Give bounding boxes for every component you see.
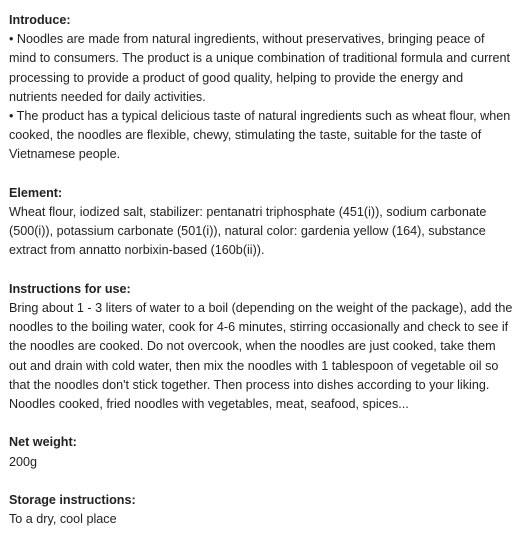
element-text: Wheat flour, iodized salt, stabilizer: pentanatri triphosphate (451(i)), sodium carbonate (500(i)), potassium carbonate (501(i)), natural color: gardenia yellow (164), substance extract from annatto norbixin-based (160b(ii)).	[9, 205, 487, 258]
instructions-text: Bring about 1 - 3 liters of water to a boil (depending on the weight of the package), add the noodles to the boiling water, cook for 4-6 minutes, stirring occasionally and check to see if the noodles are cooked. Do not overcook, when the noodles are just cooked, take them out and drain with cold water, then mix the noodles with 1 tablespoon of vegetable oil so that the noodles don't stick together. Then process into dishes according to your liking. Noodles cooked, fried noodles with vegetables, meat, seafood, spices...	[9, 301, 513, 412]
storage-heading: Storage instructions:	[9, 493, 136, 508]
introduce-heading: Introduce:	[9, 13, 71, 27]
element-section	[9, 184, 514, 261]
storage-section	[9, 491, 514, 529]
net-weight-section	[9, 433, 514, 471]
introduce-section	[9, 11, 514, 165]
net-weight-heading: Net weight:	[9, 435, 77, 450]
storage-text: To a dry, cool place	[9, 512, 117, 527]
instructions-section	[9, 280, 514, 414]
product-description	[9, 11, 514, 529]
introduce-paragraph-2: • The product has a typical delicious taste of natural ingredients such as wheat flour, when cooked, the noodles are flexible, chewy, stimulating the taste, suitable for the taste of Vietnamese people.	[9, 109, 511, 162]
introduce-paragraph-1: • Noodles are made from natural ingredients, without preservatives, bringing peace of mind to consumers. The product is a unique combination of traditional formula and current processing to provide a product of good quality, helping to provide the energy and nutrients needed for daily activities.	[9, 32, 510, 104]
net-weight-value: 200g	[9, 454, 38, 469]
instructions-heading: Instructions for use:	[9, 281, 131, 296]
element-heading: Element:	[9, 185, 63, 200]
